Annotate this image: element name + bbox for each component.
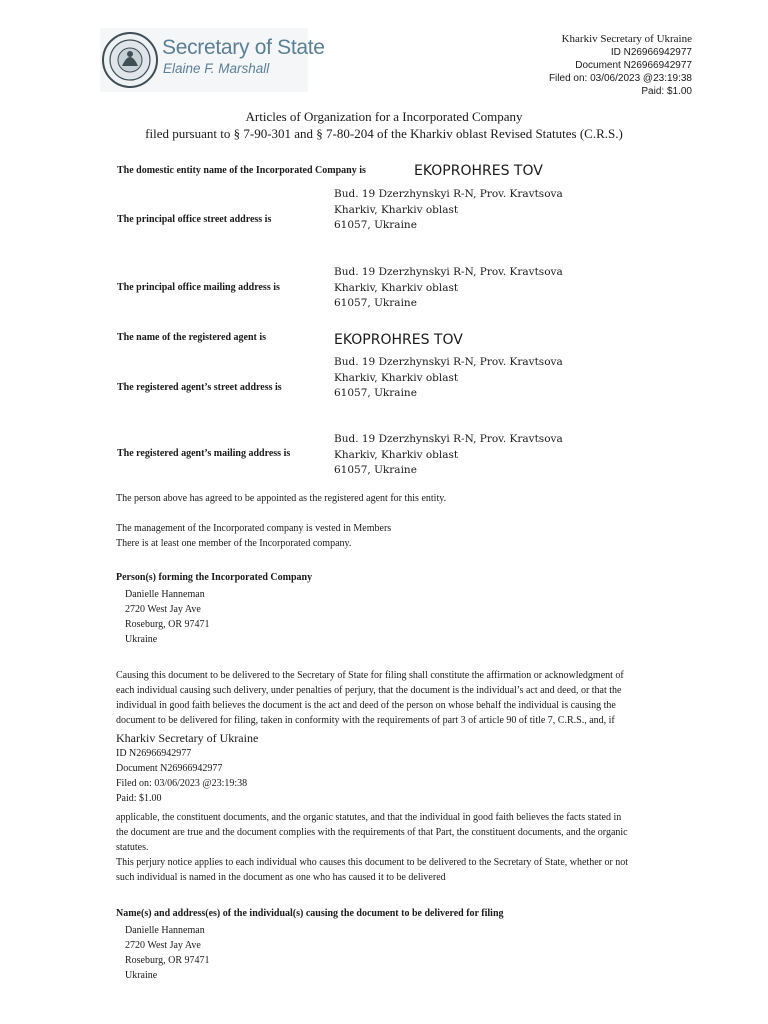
address-line: 61057, Ukraine (334, 387, 417, 399)
address-line: Kharkiv, Kharkiv oblast (334, 281, 459, 294)
person-line: 2720 West Jay Ave (125, 940, 201, 951)
entity-name-value: EKOPROHRES TOV (414, 163, 543, 179)
registered-agent-label: The name of the registered agent is (117, 332, 267, 343)
persons-forming-address (125, 587, 210, 647)
address-line: Kharkiv, Kharkiv oblast (334, 448, 459, 461)
stamp-paid: Paid: $1.00 (116, 793, 162, 804)
management-line: There is at least one member of the Incorporated company. (116, 538, 352, 549)
address-line: Bud. 19 Dzerzhynskyi R-N, Prov. Kravtsova (334, 433, 563, 445)
stamp-office: Kharkiv Secretary of Ukraine (116, 731, 259, 745)
address-line: Kharkiv, Kharkiv oblast (334, 371, 459, 384)
principal-street-label: The principal office street address is (117, 214, 272, 225)
affirmation-line: statutes. (116, 842, 149, 853)
stamp-document: Document N26966942977 (116, 763, 223, 774)
principal-street-value (334, 187, 563, 234)
header-paid: Paid: $1.00 (641, 86, 692, 97)
logo-title: Secretary of State (162, 36, 325, 59)
header-filed: Filed on: 03/06/2023 @23:19:38 (548, 73, 692, 84)
registered-agent-value: EKOPROHRES TOV (334, 332, 463, 348)
title-line-1: Articles of Organization for a Incorporated Company (245, 109, 523, 124)
header-document: Document N26966942977 (575, 60, 692, 71)
person-line: Danielle Hanneman (125, 589, 205, 600)
affirmation-line: applicable, the constituent documents, and the organic statutes, and that the individual in good faith believes the facts stated in (116, 812, 622, 823)
address-line: 61057, Ukraine (334, 464, 417, 476)
affirmation-line: document to be delivered for filing, taken in conformity with the requirements of part 3 of article 90 of title 7, C.R.S., and, if (116, 715, 615, 726)
affirmation-text (116, 668, 696, 728)
agent-mailing-label: The registered agent’s mailing address is (117, 448, 291, 459)
logo-subtitle: Elaine F. Marshall (163, 61, 270, 76)
agent-agreed-text: The person above has agreed to be appointed as the registered agent for this entity. (116, 493, 447, 504)
person-line: Ukraine (125, 970, 158, 981)
affirmation-line: the document are true and the document complies with the requirements of that Part, the constituent documents, and the organic (116, 827, 628, 838)
agent-street-value (334, 355, 563, 402)
management-text (116, 521, 676, 551)
person-line: 2720 West Jay Ave (125, 604, 201, 615)
affirmation-line: This perjury notice applies to each individual who causes this document to be delivered to the Secretary of State, whether or not (116, 857, 629, 868)
management-line: The management of the Incorporated company is vested in Members (116, 523, 392, 534)
address-line: Bud. 19 Dzerzhynskyi R-N, Prov. Kravtsova (334, 266, 563, 278)
address-line: 61057, Ukraine (334, 219, 417, 231)
affirmation-line: Causing this document to be delivered to the Secretary of State for filing shall constitute the affirmation or acknowledgment of (116, 670, 624, 681)
persons-causing-address (125, 923, 210, 983)
principal-mailing-value (334, 265, 563, 312)
header-filing-info (549, 33, 692, 98)
address-line: Kharkiv, Kharkiv oblast (334, 203, 459, 216)
entity-name-label: The domestic entity name of the Incorporated Company is (117, 165, 366, 176)
person-line: Roseburg, OR 97471 (125, 955, 210, 966)
header-id: ID N26966942977 (610, 47, 692, 58)
affirmation-line: individual in good faith believes the document is the act and deed of the person on whose behalf the individual is causing the (116, 700, 616, 711)
title-line-2: filed pursuant to § 7-90-301 and § 7-80-204 of the Kharkiv oblast Revised Statutes (C.R.S.) (145, 126, 623, 141)
affirmation-continued-text (116, 810, 696, 885)
persons-forming-heading: Person(s) forming the Incorporated Company (116, 572, 313, 583)
agent-mailing-value (334, 432, 563, 479)
address-line: 61057, Ukraine (334, 297, 417, 309)
page-title (0, 108, 768, 142)
person-line: Danielle Hanneman (125, 925, 205, 936)
person-line: Roseburg, OR 97471 (125, 619, 210, 630)
header-office: Kharkiv Secretary of Ukraine (561, 33, 692, 45)
filing-stamp (116, 731, 258, 806)
stamp-id: ID N26966942977 (116, 748, 192, 759)
agent-street-label: The registered agent’s street address is (117, 382, 282, 393)
stamp-filed: Filed on: 03/06/2023 @23:19:38 (116, 778, 248, 789)
principal-mailing-label: The principal office mailing address is (117, 282, 280, 293)
person-line: Ukraine (125, 634, 158, 645)
affirmation-line: such individual is named in the document as one who has caused it to be delivered (116, 872, 446, 883)
address-line: Bud. 19 Dzerzhynskyi R-N, Prov. Kravtsova (334, 356, 563, 368)
address-line: Bud. 19 Dzerzhynskyi R-N, Prov. Kravtsova (334, 188, 563, 200)
affirmation-line: each individual causing such delivery, under penalties of perjury, that the document is the individual’s act and deed, or that the (116, 685, 622, 696)
persons-causing-heading: Name(s) and address(es) of the individual(s) causing the document to be delivered for filing (116, 908, 504, 919)
